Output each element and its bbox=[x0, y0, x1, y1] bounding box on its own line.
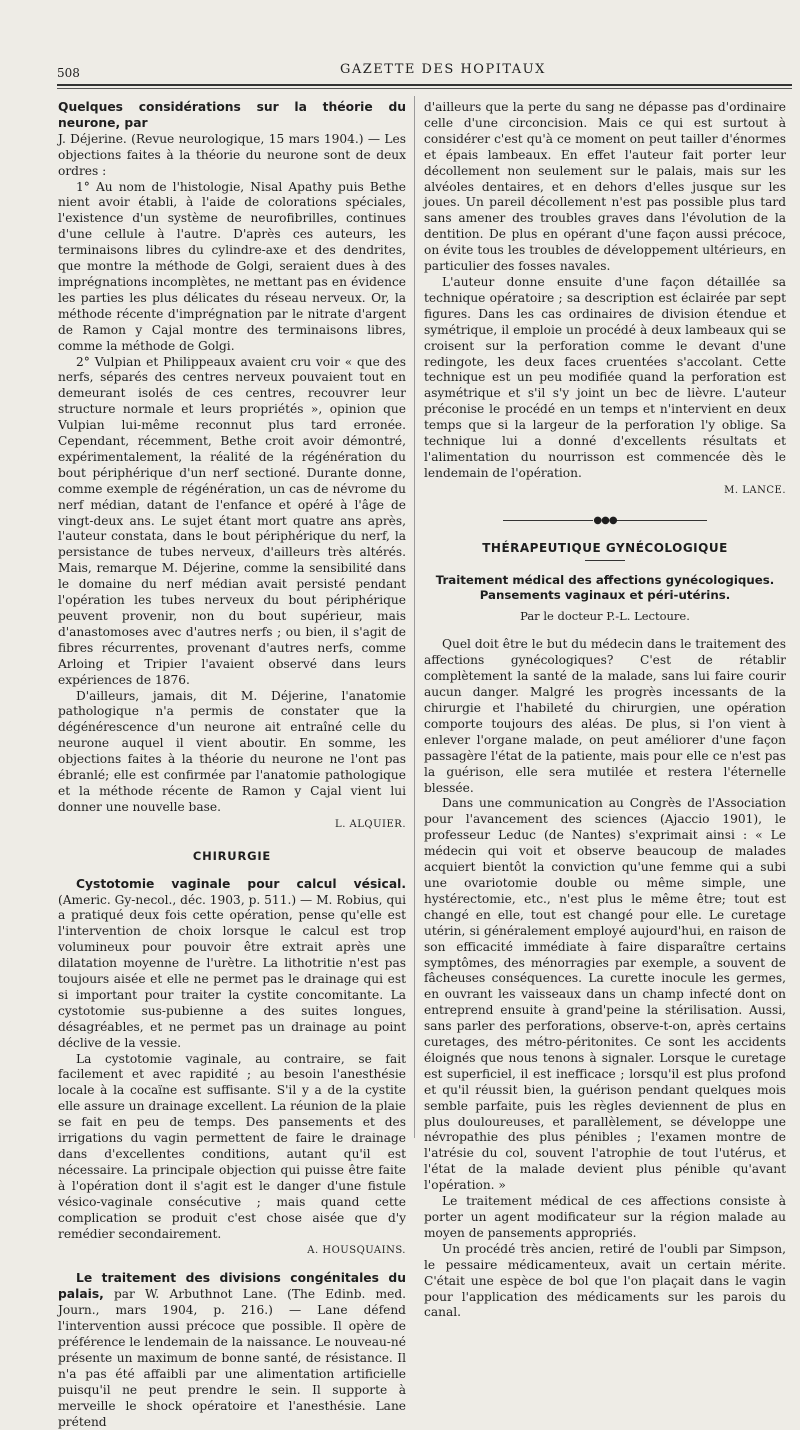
author-signature: A. HOUSQUAINS. bbox=[307, 1245, 406, 1257]
paragraph: 2° Vulpian et Philippeaux avaient cru voir « que des nerfs, séparés des centres nerveux pouvaient tout en demeurant isolés de ces centres, recouvrer leur structure normale et leurs propriétés », opinion que Vulpian lui-même reconnut plus tard erronée. Cependant, récemment, Bethe croit avoir démontré, expérimentalement, la réalité de la régénération du bout périphérique d'un nerf sectioné. Durante donne, comme exemple de régénération, un cas de névrome du nerf médian, datant de l'enfance et opéré à l'âge de vingt-deux ans. Le sujet étant mort quatre ans après, l'auteur constata, dans le bout périphérique du nerf, la persistance de tubes nerveux, d'ailleurs très altérés. Mais, remarque M. Déjerine, comme la sensibilité dans le domaine du nerf médian avait persisté pendant l'opération les tubes nerveux du bout périphérique peuvent provenir, non du bout supérieur, mais d'anastomoses avec d'autres nerfs ; ou bien, il s'agit de fibres récurrentes, provenant d'autres nerfs, comme Arloing et Tripier l'avaient observé dans leurs expériences de 1876. bbox=[58, 354, 406, 687]
right-column bbox=[424, 100, 786, 1321]
section-heading: CHIRURGIE bbox=[192, 848, 272, 863]
article-palais bbox=[58, 1271, 406, 1430]
article-title: Quelques considérations sur la théorie du neurone, par bbox=[58, 100, 406, 130]
paragraph: Quel doit être le but du médecin dans le traitement des affections gynécologiques? C'est de rétablir complètement la santé de la malade, sans lui faire courir aucun danger. Malgré les progrès incessants de la chirurgie et l'habileté du chirurgien, une opération comporte toujours des aléas. De plus, si l'on vient à enlever l'organe malade, on peut améliorer d'une façon passagère l'état de la patiente, mais pour elle ce n'est pas la guérison, elle sera mutilée et restera l'éternelle blessée. bbox=[424, 637, 786, 795]
author-signature: M. LANCE. bbox=[724, 484, 786, 496]
paragraph: Un procédé très ancien, retiré de l'oubli par Simpson, le pessaire médicamenteux, avait un certain mérite. C'était une espèce de bol que l'on plaçait dans le vagin pour l'application des médicaments sur les parois du canal. bbox=[424, 1241, 786, 1320]
article-title: Traitement médical des affections gynécologiques. Pansements vaginaux et péri-utérins. bbox=[435, 573, 775, 603]
byline: Par le docteur P.-L. Lectoure. bbox=[520, 609, 690, 624]
ornament-rule: ●●● bbox=[424, 513, 786, 529]
paragraph: J. Déjerine. (Revue neurologique, 15 mars 1904.) — Les objections faites à la théorie du neurone sont de deux ordres : bbox=[58, 131, 406, 178]
article-cystotomie bbox=[58, 877, 406, 1260]
paragraph: Le traitement médical de ces affections consiste à porter un agent modificateur sur la région malade au moyen de pansements appropriés. bbox=[424, 1194, 786, 1240]
paragraph: (Americ. Gy-necol., déc. 1903, p. 511.) — M. Robius, qui a pratiqué deux fois cette opération, pense qu'elle est l'intervention de choix lorsque le calcul est trop volumineux pour pouvoir être extrait après une dilatation moyenne de l'urètre. La lithotritie n'est pas toujours aisée et elle ne permet pas le drainage qui est si important pour traiter la cystite concomitante. La cystotomie sus-pubienne a des suites longues, désagréables, et ne permet pas un drainage au point déclive de la vessie. bbox=[58, 892, 406, 1050]
paragraph: L'auteur donne ensuite d'une façon détaillée sa technique opératoire ; sa description est éclairée par sept figures. Dans les cas ordinaires de division étendue et symétrique, il emploie un procédé à deux lambeaux qui se croisent sur la perforation comme le devant d'une redingote, les deux faces cruentées s'accolant. Cette technique est un peu modifiée quand la perforation est asymétrique et s'il s'y joint un bec de lièvre. L'auteur préconise le procédé en un temps et n'intervient en deux temps que si la largeur de la perforation l'y oblige. Sa technique lui a donné d'excellents résultats et l'alimentation du nourrisson est commencée dès le lendemain de l'opération. bbox=[424, 274, 786, 480]
page-number: 508 bbox=[57, 66, 80, 80]
article-title: Le traitement des divisions congénitales du palais, bbox=[58, 1271, 406, 1302]
author-signature: L. ALQUIER. bbox=[335, 818, 406, 830]
paragraph: 1° Au nom de l'histologie, Nisal Apathy puis Bethe nient avoir établi, à l'aide de colorations spéciales, l'existence d'un système de neurofibrilles, continues d'une cellule à l'autre. D'après ces auteurs, les terminaisons libres du cylindre-axe et des dendrites, que montre la méthode de Golgi, seraient dues à des imprégnations incomplètes, ne mettant pas en évidence les parties les plus délicates du réseau nerveux. Or, la méthode récente d'imprégnation par le nitrate d'argent de Ramon y Cajal montre des terminaisons libres, comme la méthode de Golgi. bbox=[58, 179, 406, 353]
section-heading: THÉRAPEUTIQUE GYNÉCOLOGIQUE bbox=[482, 540, 728, 555]
column-divider bbox=[414, 96, 415, 1138]
paragraph: D'ailleurs, jamais, dit M. Déjerine, l'anatomie pathologique n'a permis de constater que la dégénérescence d'un neurone ait entraîné celle du neurone auquel il vient aboutir. En somme, les objections faites à la théorie du neurone ne l'ont pas ébranlé; elle est confirmée par l'anatomie pathologique et la méthode récente de Ramon y Cajal vient lui donner une nouvelle base. bbox=[58, 688, 406, 814]
paragraph: La cystotomie vaginale, au contraire, se fait facilement et avec rapidité ; au besoin l'anesthésie locale à la cocaïne est suffisante. S'il y a de la cystite elle assure un drainage excellent. La réunion de la plaie se fait en peu de temps. Des pansements et des irrigations du vagin permettent de faire le drainage dans d'excellentes conditions, autant qu'il est nécessaire. La principale objection qui puisse être faite à l'opération dont il s'agit est le danger d'une fistule vésico-vaginale consécutive ; mais quand cette complication se produit c'est chose aisée que d'y remédier secondairement. bbox=[58, 1051, 406, 1241]
header-rule bbox=[57, 84, 792, 86]
short-rule bbox=[585, 560, 625, 561]
article-neurone bbox=[58, 100, 406, 833]
header-rule-thin bbox=[57, 88, 792, 89]
paragraph: Dans une communication au Congrès de l'Association pour l'avancement des sciences (Ajaccio 1901), le professeur Leduc (de Nantes) s'exprimait ainsi : « Le médecin qui voit et observe beaucoup de malades acquiert bientôt la conviction qu'une femme qui a subi une ovariotomie double ou même simple, une hystérectomie, etc., n'est plus le même être; tout est changé en elle, tout est changé pour elle. Le curetage utérin, si généralement employé aujourd'hui, en raison de son efficacité immédiate à faire disparaître certains symptômes, des ménorragies par exemple, a souvent de fâcheuses conséquences. La curette inocule les germes, en ouvrant les vaisseaux dans un champ infecté dont on entreprend ensuite à grand'peine la stérilisation. Aussi, sans parler des perforations, observe-t-on, après certains curetages, des métro-péritonites. Ce sont les accidents éloignés que nous tenons à signaler. Lorsque le curetage est superficiel, il est inefficace ; lorsqu'il est plus profond et qu'il réussit bien, la guérison pendant quelques mois semble parfaite, puis les règles deviennent de plus en plus douloureuses, et parallèlement, se développe une névropathie des plus pénibles ; l'examen montre de l'atrésie du col, souvent l'atrophie de tout l'utérus, et l'état de la malade devient plus pénible qu'avant l'opération. » bbox=[424, 796, 786, 1193]
paragraph: par W. Arbuthnot Lane. (The Edinb. med. Journ., mars 1904, p. 216.) — Lane défend l'intervention aussi précoce que possible. Il opère de préférence le lendemain de la naissance. Le nouveau-né présente un maximum de bonne santé, de résistance. Il n'a pas été affaibli par une alimentation artificielle puisqu'il ne peut prendre le sein. Il supporte à merveille le shock opératoire et l'anesthésie. Lane prétend bbox=[58, 1287, 406, 1429]
article-title: Cystotomie vaginale pour calcul vésical. bbox=[76, 876, 406, 891]
running-head: GAZETTE DES HOPITAUX bbox=[340, 62, 546, 77]
paragraph: d'ailleurs que la perte du sang ne dépasse pas d'ordinaire celle d'une circoncision. Mais ce qui est surtout à considérer c'est qu'à ce moment on peut tailler d'énormes et épais lambeaux. En effet l'auteur fait porter leur décollement non seulement sur le palais, mais sur les alvéoles dentaires, et en dehors d'elles jusque sur les joues. Un pareil décollement n'est pas possible plus tard sans amener des troubles graves dans l'évolution de la dentition. De plus en opérant d'une façon aussi précoce, on évite tous les troubles de développement ultérieurs, en particulier des fosses navales. bbox=[424, 100, 786, 274]
left-column bbox=[58, 100, 406, 1430]
